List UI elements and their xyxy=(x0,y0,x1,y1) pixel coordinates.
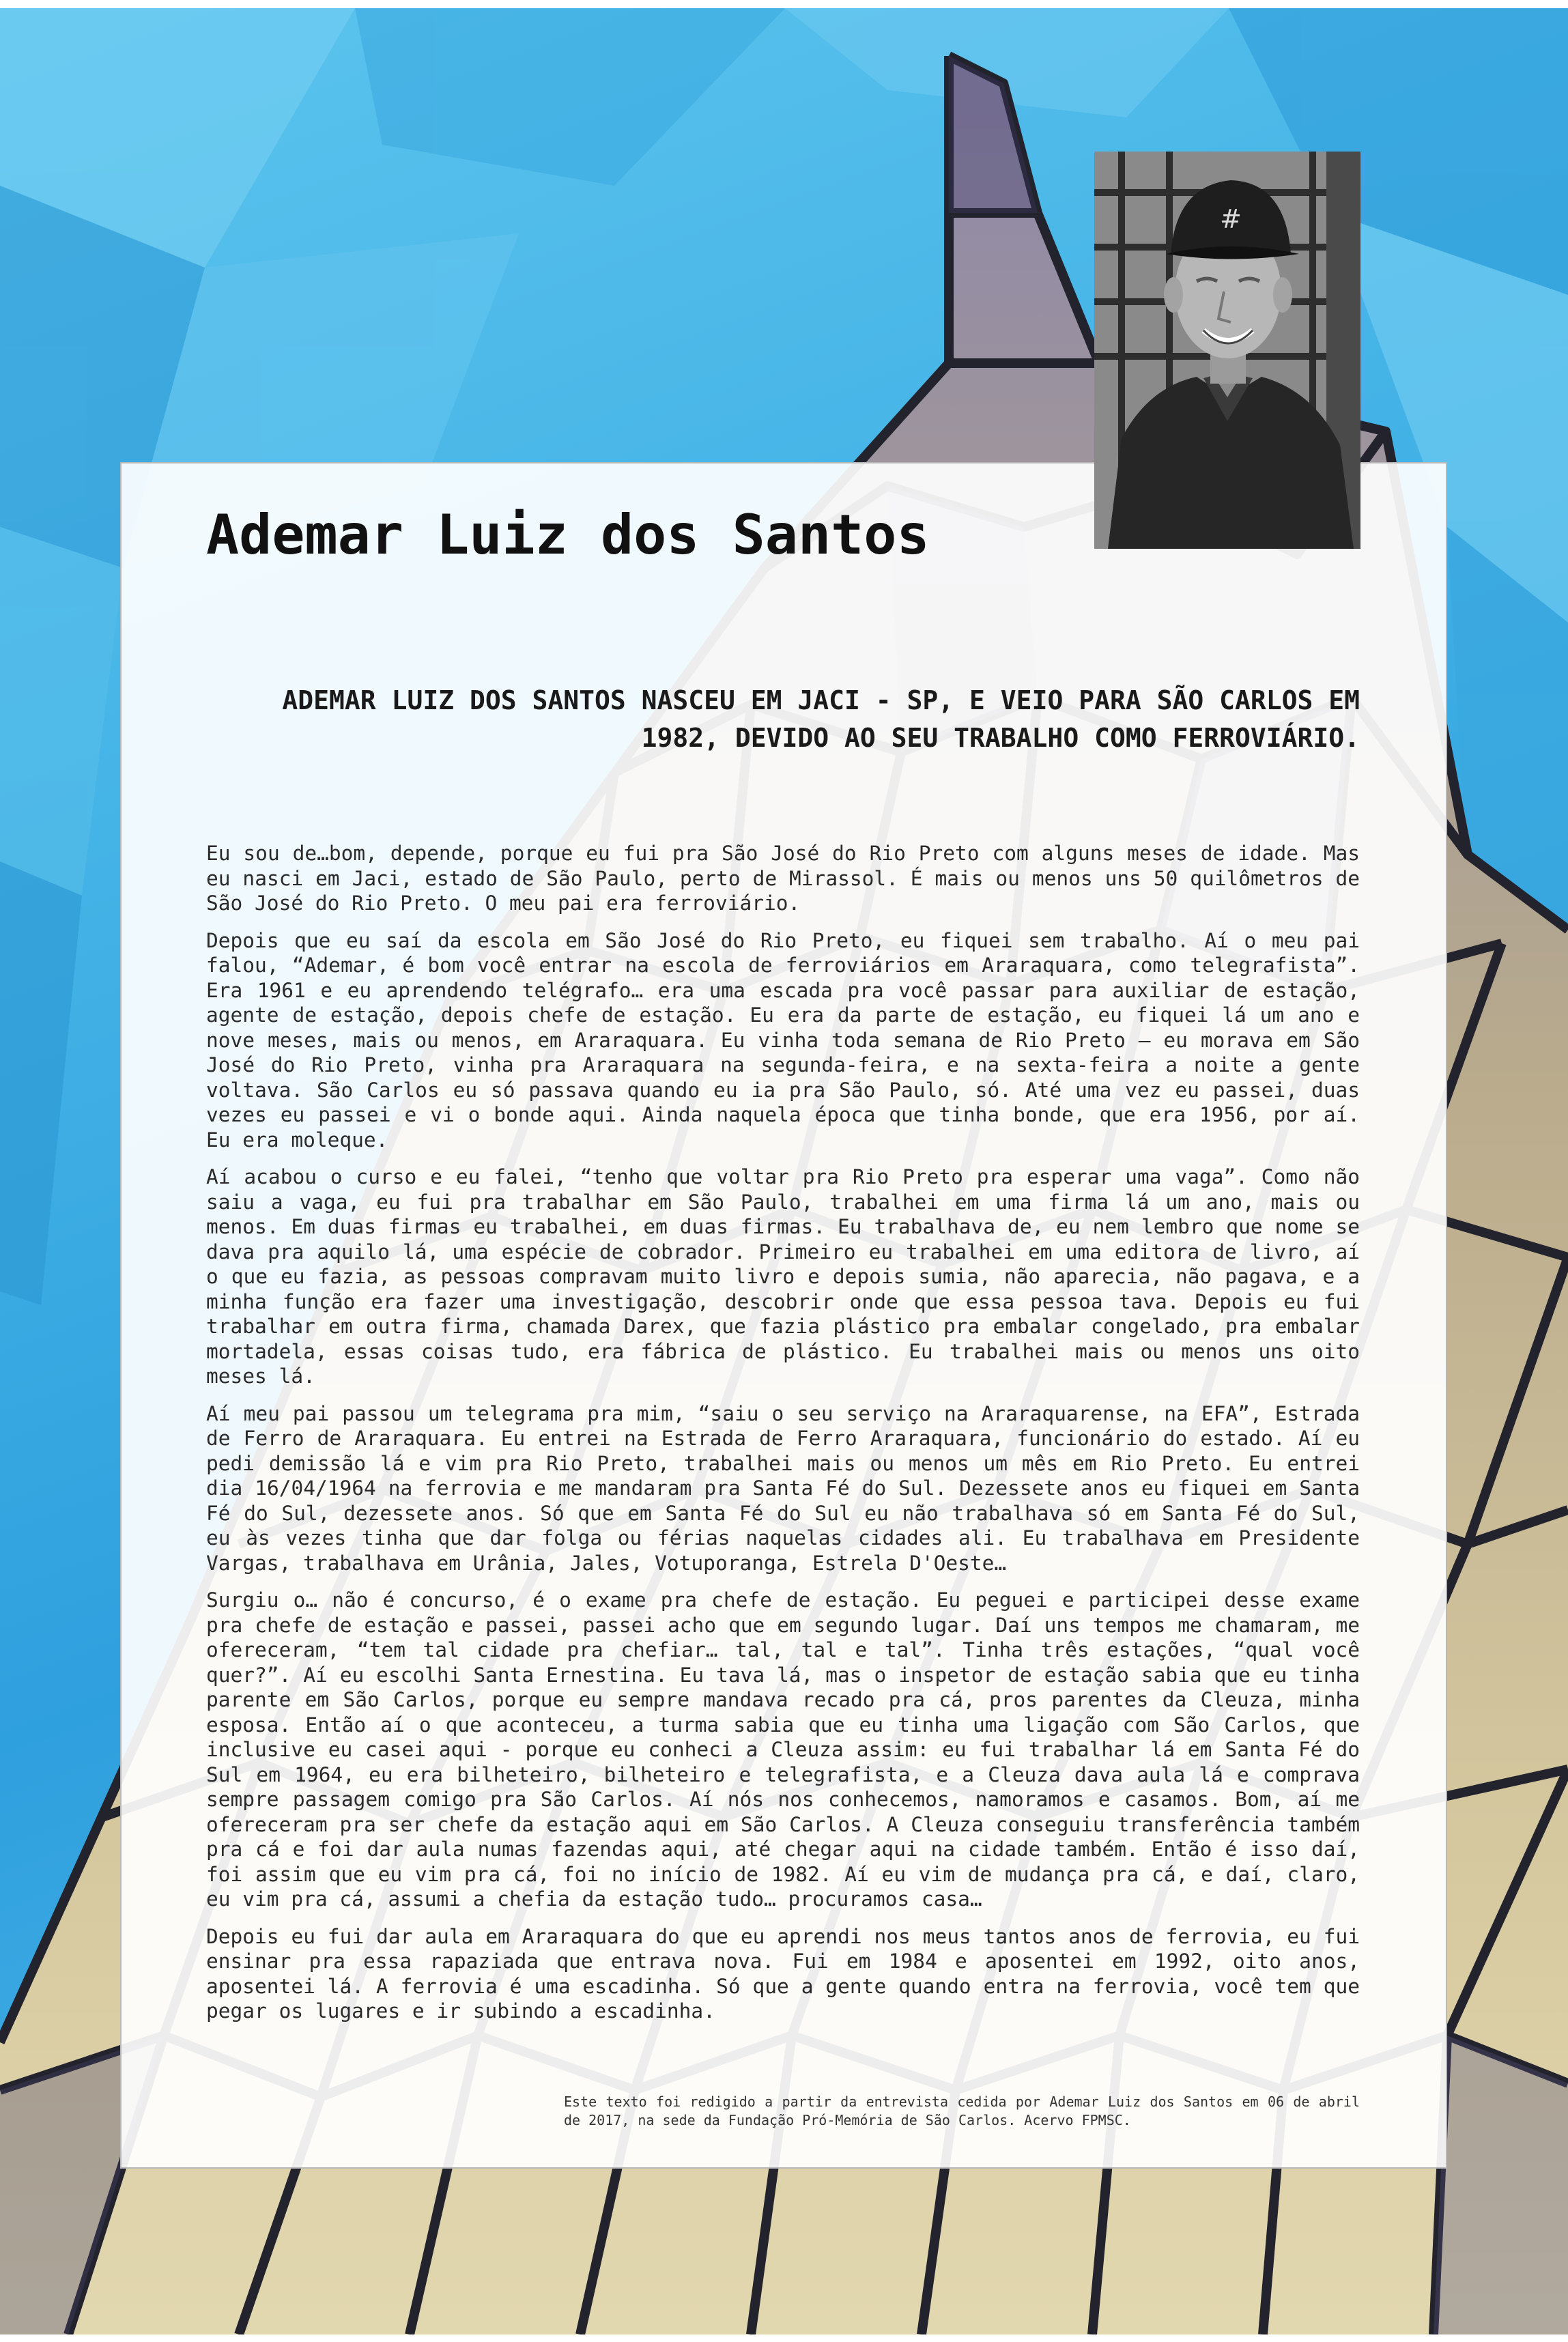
svg-text:#: # xyxy=(1220,204,1242,234)
person-name-title: Ademar Luiz dos Santos xyxy=(206,503,930,567)
body-paragraph: Aí acabou o curso e eu falei, “tenho que voltar pra Rio Preto pra esperar uma vaga”. Como não saiu a vaga, eu fui pra trabalhar em São Paulo, trabalhei em uma firma lá um ano, mais ou menos. Em duas firmas eu trabalhei, em duas firmas. Eu trabalhava de, eu nem lembro que nome se dava pra aquilo lá, uma espécie de cobrador. Primeiro eu trabalhei em uma editora de livro, aí o que eu fazia, as pessoas compravam muito livro e depois sumia, não aparecia, não pagava, e a minha função era fazer uma investigação, descobrir onde que essa pessoa tava. Depois eu fui trabalhar em outra firma, chamada Darex, que fazia plástico pra embalar congelado, pra embalar mortadela, essas coisas tudo, era fábrica de plástico. Eu trabalhei mais ou menos uns oito meses lá. xyxy=(206,1165,1360,1388)
body-paragraph: Depois que eu saí da escola em São José do Rio Preto, eu fiquei sem trabalho. Aí o meu pai falou, “Ademar, é bom você entrar na escola de ferroviários em Araraquara, como telegrafista”. Era 1961 e eu aprendendo telégrafo… era uma escada pra você passar para auxiliar de estação, agente de estação, depois chefe de estação. Eu era da parte de estação, eu fiquei lá um ano e nove meses, mais ou menos, em Araraquara. Eu vinha toda semana de Rio Preto – eu morava em São José do Rio Preto, vinha pra Araraquara na segunda-feira, e na sexta-feira a noite a gente voltava. São Carlos eu só passava quando eu ia pra São Paulo, só. Até uma vez eu passei, duas vezes eu passei e vi o bonde aqui. Ainda naquela época que tinha bonde, que era 1956, por aí. Eu era moleque. xyxy=(206,928,1360,1152)
poster xyxy=(0,8,1568,2334)
text-card xyxy=(120,462,1447,2169)
body-paragraph: Depois eu fui dar aula em Araraquara do que eu aprendi nos meus tantos anos de ferrovia, eu fui ensinar pra essa rapaziada que entrava nova. Fui em 1984 e aposentei em 1992, oito anos, aposentei lá. A ferrovia é uma escadinha. Só que a gente quando entra na ferrovia, você tem que pegar os lugares e ir subindo a escadinha. xyxy=(206,1924,1360,2023)
body-paragraph: Surgiu o… não é concurso, é o exame pra chefe de estação. Eu peguei e participei desse exame pra chefe de estação e passei, passei acho que em segundo lugar. Daí uns tempos me chamaram, me ofereceram, “tem tal cidade pra chefiar… tal, tal e tal”. Tinha três estações, “qual você quer?”. Aí eu escolhi Santa Ernestina. Eu tava lá, mas o inspetor de estação sabia que eu tinha parente em São Carlos, porque eu sempre mandava recado pra cá, pros parentes da Cleuza, minha esposa. Então aí o que aconteceu, a turma sabia que eu tinha uma ligação com São Carlos, que inclusive eu casei aqui - porque eu conheci a Cleuza assim: eu fui trabalhar lá em Santa Fé do Sul em 1964, eu era bilheteiro, bilheteiro e telegrafista, e a Cleuza dava aula lá e comprava sempre passagem comigo pra São Carlos. Aí nós nos conhecemos, namoramos e casamos. Bom, aí me ofereceram pra ser chefe da estação aqui em São Carlos. A Cleuza conseguiu transferência também pra cá e foi dar aula numas fazendas aqui, até chegar aqui na cidade também. Então é isso daí, foi assim que eu vim pra cá, foi no início de 1982. Aí eu vim de mudança pra cá, e daí, claro, eu vim pra cá, assumi a chefia da estação tudo… procuramos casa… xyxy=(206,1588,1360,1911)
source-credit: Este texto foi redigido a partir da entrevista cedida por Ademar Luiz dos Santos em 06 de abril de 2017, na sede da Fundação Pró-Memória de São Carlos. Acervo FPMSC. xyxy=(564,2094,1360,2128)
body-paragraph: Aí meu pai passou um telegrama pra mim, “saiu o seu serviço na Araraquarense, na EFA”, Estrada de Ferro de Araraquara. Eu entrei na Estrada de Ferro Araraquara, funcionário do estado. Aí eu pedi demissão lá e vim pra Rio Preto, trabalhei mais ou menos um mês em Rio Preto. Eu entrei dia 16/04/1964 na ferrovia e me mandaram pra Santa Fé do Sul. Dezessete anos eu fiquei em Santa Fé do Sul, dezessete anos. Só que em Santa Fé do Sul eu não trabalhava só em Santa Fé do Sul, eu às vezes tinha que dar folga ou férias naquelas cidades ali. Eu trabalhava em Presidente Vargas, trabalhava em Urânia, Jales, Votuporanga, Estrela D'Oeste… xyxy=(206,1401,1360,1575)
interview-body xyxy=(206,841,1360,2036)
subtitle: ADEMAR LUIZ DOS SANTOS NASCEU EM JACI - SP, E VEIO PARA SÃO CARLOS EM 1982, DEVIDO AO SEU TRABALHO COMO FERROVIÁRIO. xyxy=(282,685,1360,753)
body-paragraph: Eu sou de…bom, depende, porque eu fui pra São José do Rio Preto com alguns meses de idade. Mas eu nasci em Jaci, estado de São Paulo, perto de Mirassol. É mais ou menos uns 50 quilômetros de São José do Rio Preto. O meu pai era ferroviário. xyxy=(206,842,1360,915)
portrait-photo xyxy=(1094,152,1360,549)
